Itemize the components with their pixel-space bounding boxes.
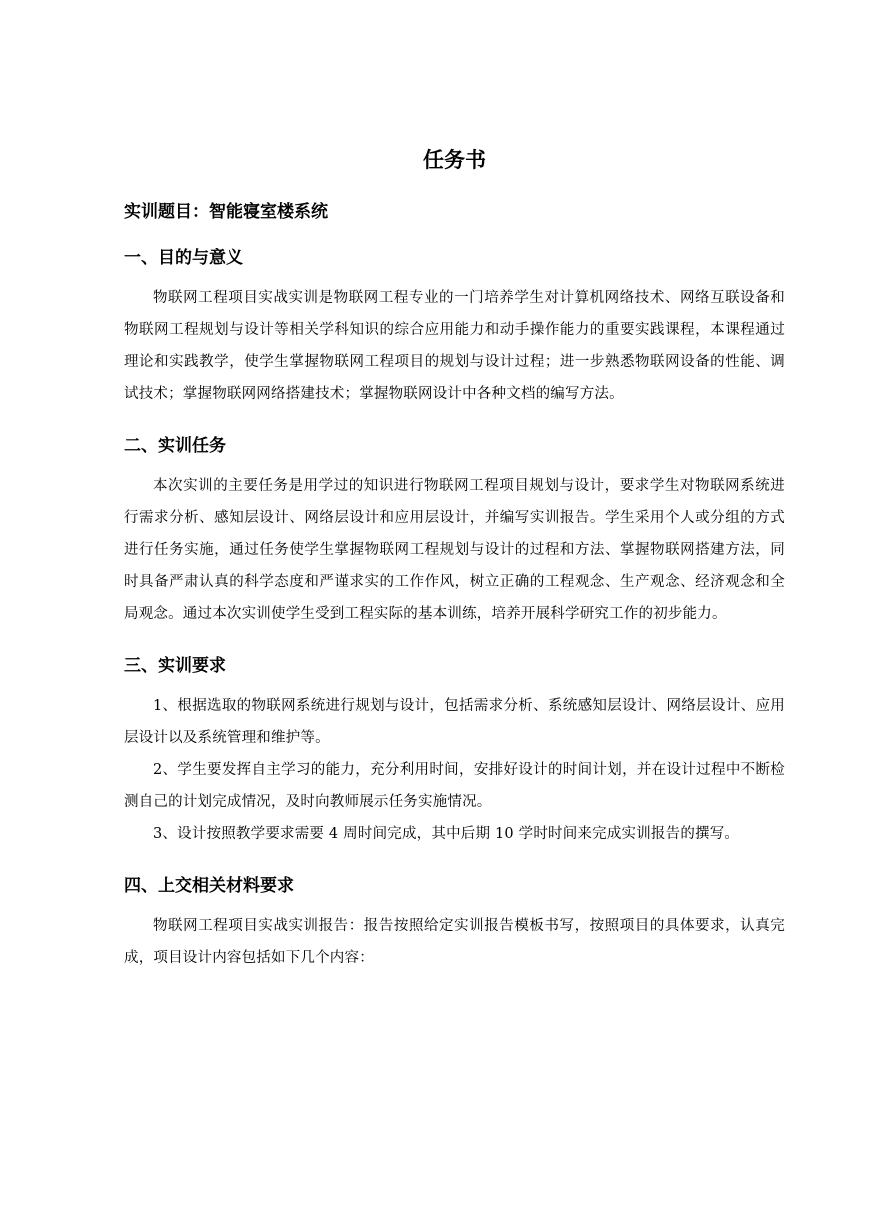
section-purpose [124, 244, 785, 410]
paragraph: 物联网工程项目实战实训报告：报告按照给定实训报告模板书写，按照项目的具体要求，认真完成，项目设计内容包括如下几个内容： [124, 918, 785, 966]
section-materials [124, 872, 785, 974]
paragraph: 物联网工程项目实战实训是物联网工程专业的一门培养学生对计算机网络技术、网络互联设备和物联网工程规划与设计等相关学科知识的综合应用能力和动手操作能力的重要实践课程，本课程通过理论和实践教学，使学生掌握物联网工程项目的规划与设计过程；进一步熟悉物联网设备的性能、调试技术；掌握物联网网络搭建技术；掌握物联网设计中各种文档的编写方法。 [124, 290, 785, 402]
section-heading: 四、上交相关材料要求 [124, 876, 294, 896]
paragraph: 3、设计按照教学要求需要 4 周时间完成，其中后期 10 学时时间来完成实训报告的撰写。 [153, 826, 740, 842]
paragraph: 本次实训的主要任务是用学过的知识进行物联网工程项目规划与设计，要求学生对物联网系统进行需求分析、感知层设计、网络层设计和应用层设计，并编写实训报告。学生采用个人或分组的方式进行任务实施，通过任务使学生掌握物联网工程规划与设计的过程和方法、掌握物联网搭建方法，同时具备严肃认真的科学态度和严谨求实的工作作风，树立正确的工程观念、生产观念、经济观念和全局观念。通过本次实训使学生受到工程实际的基本训练，培养开展科学研究工作的初步能力。 [124, 478, 785, 622]
section-heading: 三、实训要求 [124, 656, 226, 676]
document-page [124, 140, 785, 974]
document-title: 任务书 [423, 148, 486, 172]
section-tasks [124, 432, 785, 630]
section-heading: 一、目的与意义 [124, 248, 243, 268]
paragraph: 1、根据选取的物联网系统进行规划与设计，包括需求分析、系统感知层设计、网络层设计、应用层设计以及系统管理和维护等。 [124, 698, 785, 746]
paragraph: 2、学生要发挥自主学习的能力，充分利用时间，安排好设计的时间计划，并在设计过程中不断检测自己的计划完成情况，及时向教师展示任务实施情况。 [124, 762, 785, 810]
training-subject: 实训题目：智能寝室楼系统 [124, 202, 328, 222]
section-requirements [124, 652, 785, 850]
section-heading: 二、实训任务 [124, 436, 226, 456]
